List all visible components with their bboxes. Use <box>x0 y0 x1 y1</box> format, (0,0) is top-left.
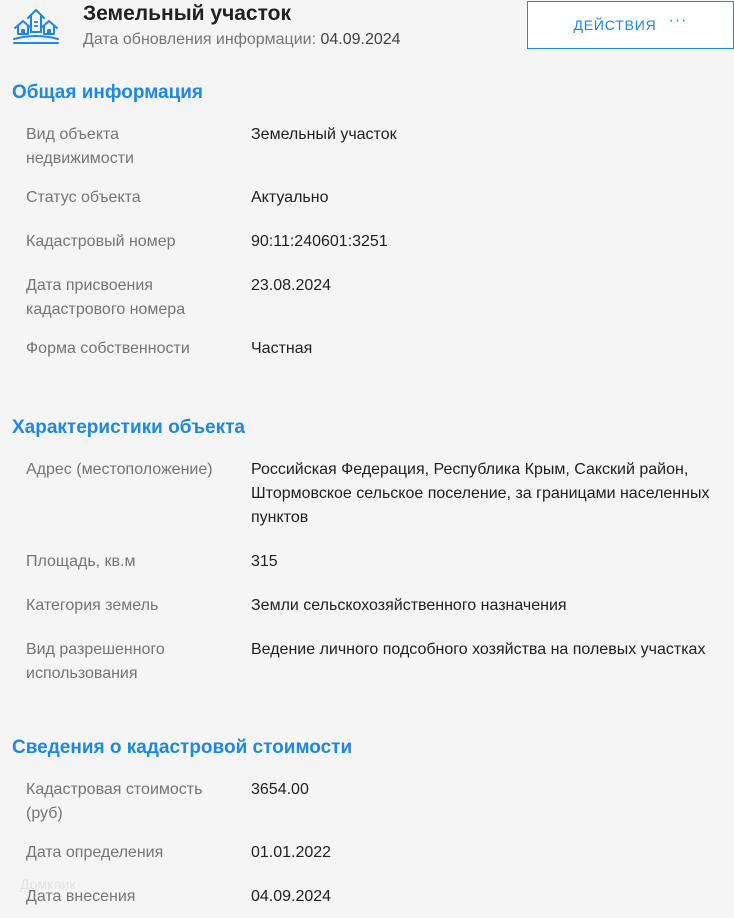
section-title-cadastral-value: Сведения о кадастровой стоимости <box>12 737 353 758</box>
row-label: Вид объекта недвижимости <box>26 126 134 167</box>
row-label: Дата присвоения кадастрового номера <box>26 277 186 318</box>
row-label: Вид разрешенного использования <box>26 641 165 682</box>
row-value: Актуально <box>251 189 329 206</box>
row-label: Адрес (местоположение) <box>26 461 213 478</box>
update-label: Дата обновления информации: <box>83 31 317 48</box>
section-title-general: Общая информация <box>12 82 204 103</box>
page-header <box>0 0 734 60</box>
row-value: Земельный участок <box>251 126 397 143</box>
row-value: 90:11:240601:3251 <box>251 233 388 250</box>
section-title-characteristics: Характеристики объекта <box>12 417 245 438</box>
update-date: 04.09.2024 <box>320 31 401 48</box>
row-value: 23.08.2024 <box>251 277 332 294</box>
update-info <box>83 31 401 49</box>
actions-button-label: ДЕЙСТВИЯ <box>573 17 657 33</box>
row-label: Форма собственности <box>26 340 190 357</box>
row-label: Категория земель <box>26 597 159 614</box>
watermark: Домклик <box>20 876 76 892</box>
row-label: Площадь, кв.м <box>26 553 136 570</box>
row-value: 3654.00 <box>251 781 309 798</box>
row-label: Статус объекта <box>26 189 141 206</box>
page-title: Земельный участок <box>83 2 291 25</box>
more-dots-icon: ··· <box>668 12 688 29</box>
row-value: Земли сельскохозяйственного назначения <box>251 597 567 614</box>
row-value: Российская Федерация, Республика Крым, Сакский район, Штормовское сельское поселение, за границами населенных пунктов <box>251 461 710 526</box>
row-value: 04.09.2024 <box>251 888 332 905</box>
row-value: 315 <box>251 553 278 570</box>
row-value: Частная <box>251 340 313 357</box>
row-value: Ведение личного подсобного хозяйства на полевых участках <box>251 641 706 658</box>
land-plot-icon <box>12 6 60 46</box>
actions-button[interactable] <box>527 1 734 49</box>
row-label: Дата определения <box>26 844 164 861</box>
row-value: 01.01.2022 <box>251 844 332 861</box>
row-label: Дата внесения <box>26 888 136 905</box>
row-label: Кадастровый номер <box>26 233 176 250</box>
row-label: Кадастровая стоимость (руб) <box>26 781 203 822</box>
